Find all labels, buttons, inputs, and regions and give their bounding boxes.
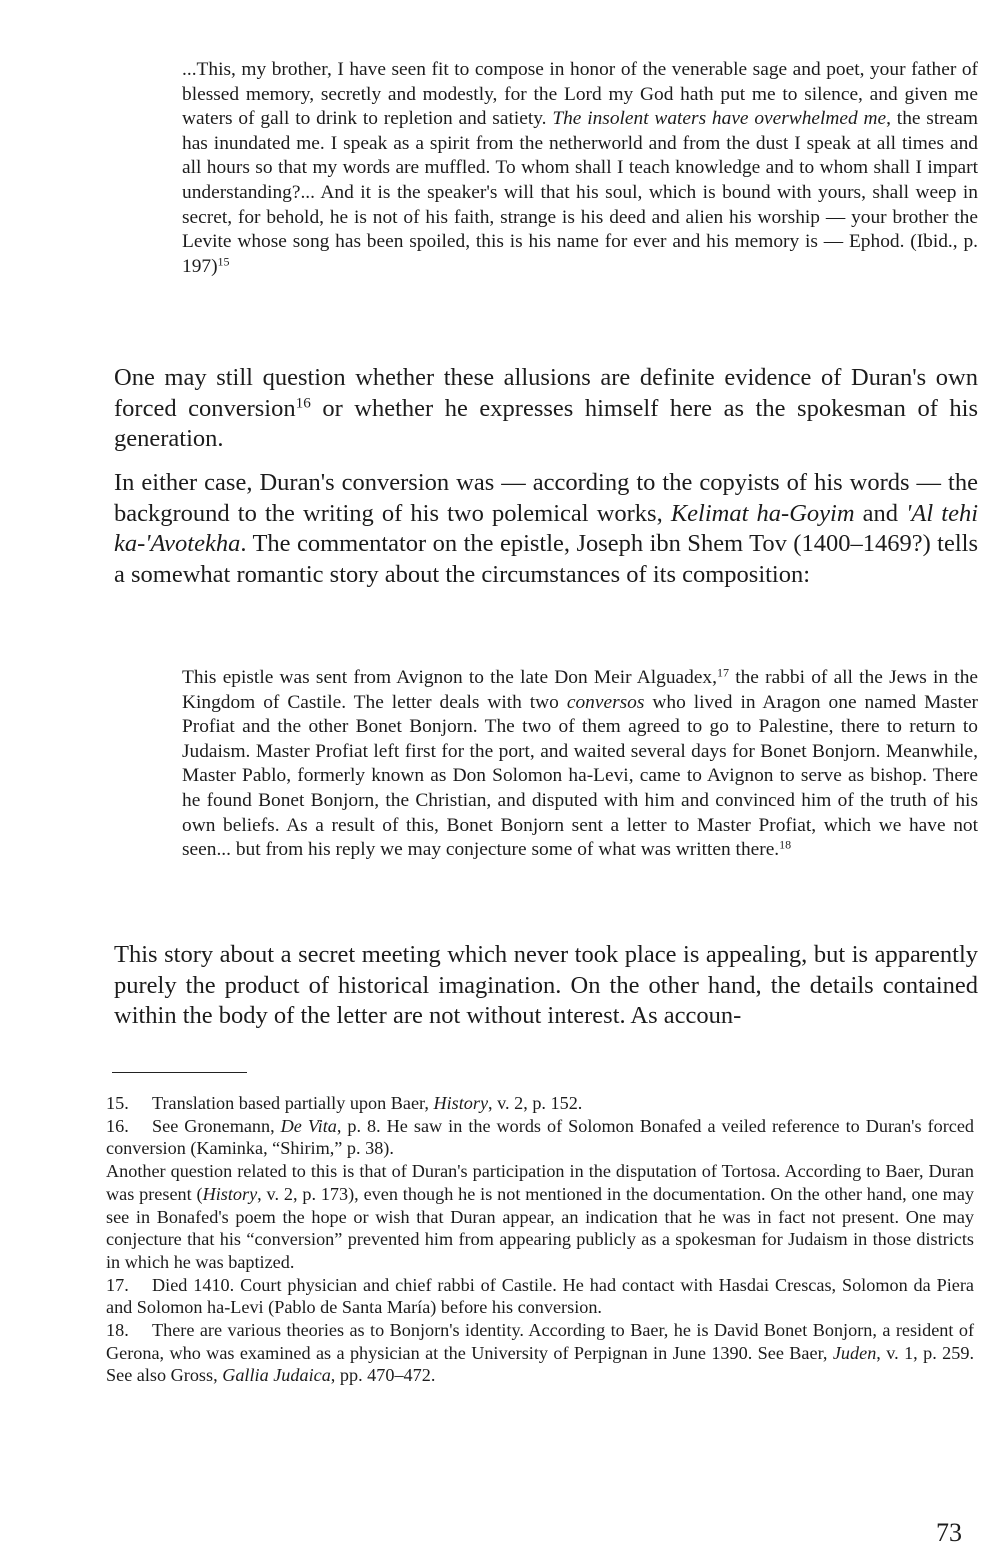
footnote-17: 17. Died 1410. Court physician and chief rabbi of Castile. He had contact with Hasdai Crescas, Solomon da Piera and Solomon ha-Levi (Pablo de Santa María) before his conversion. bbox=[106, 1274, 974, 1318]
block-quote-ibn-shem-tov: This epistle was sent from Avignon to the late Don Meir Alguadex,$^{17}$ the rabbi of all the Jews in the Kingdom of Castile. The letter deals with two conversos who lived in Aragon one named Master Profiat and the other Bonet Bonjorn. The two of them agreed to go to Palestine, there to return to Judaism. Master Profiat left first for the port, and waited several days for Bonet Bonjorn. Meanwhile, Master Pablo, formerly known as Don Solomon ha-Levi, came to Avignon to serve as bishop. There he found Bonet Bonjorn, the Christian, and disputed with him and convinced him of the truth of his own beliefs. As a result of this, Bonet Bonjorn sent a letter to Master Profiat, which we have not seen... but from his reply we may conjecture some of what was written there.$^{18}$ bbox=[182, 665, 979, 861]
footnote-15: 15. Translation based partially upon Baer, History, v. 2, p. 152. bbox=[106, 1093, 583, 1113]
footnote-18: 18. There are various theories as to Bonjorn's identity. According to Baer, he is David Bonet Bonjorn, a resident of Gerona, who was examined as a physician at the University of Perpignan in June 1390. See Baer, Juden, v. 1, p. 259. See also Gross, Gallia Judaica, pp. 470–472. bbox=[106, 1320, 974, 1386]
block-quote-bonafed bbox=[182, 58, 978, 279]
body-paragraph-3: This story about a secret meeting which never took place is appealing, but is apparently purely the product of historical imagination. On the other hand, the details contained within the body of the letter are not without interest. As accoun- bbox=[114, 941, 978, 1029]
footnote-ref-16: 16 bbox=[295, 394, 311, 412]
page-number: 73 bbox=[936, 1518, 962, 1547]
italic-conversos: conversos bbox=[566, 691, 645, 713]
body-paragraph-2: In either case, Duran's conversion was — according to the copyists of his words — the background to the writing of his two polemical works, Kelimat ha-Goyim and 'Al tehi ka-'Avotekha. The commentator on the epistle, Joseph ibn Shem Tov (1400–1469?) tells a somewhat romantic story about the circumstances of its composition: bbox=[114, 469, 979, 588]
footnote-ref-17: 17 bbox=[716, 665, 729, 680]
footnotes bbox=[106, 1092, 974, 1387]
footnote-ref-18: 18 bbox=[779, 837, 792, 852]
quote-italic-phrase: The insolent waters have overwhelmed me bbox=[552, 108, 887, 130]
body-paragraph-1: One may still question whether these allusions are definite evidence of Duran's own forced conversion$^{16}$ or whether he expresses himself here as the spokesman of his generation. bbox=[114, 364, 978, 452]
footnote-16: 16. See Gronemann, De Vita, p. 8. He saw in the words of Solomon Bonafed a veiled reference to Duran's forced conversion (Kaminka, “Shirim,” p. 38). bbox=[106, 1115, 974, 1159]
footnote-divider bbox=[112, 1072, 247, 1073]
title-kelimat-ha-goyim: Kelimat ha-Goyim bbox=[670, 499, 855, 527]
footnote-16-continued: Another question related to this is that of Duran's participation in the disputation of Tortosa. According to Baer, Duran was present (History, v. 2, p. 173), even though he is not mentioned in the documentation. On the other hand, one may see in Bonafed's poem the hope or wish that Duran appear, an indication that he was in fact not present. One may conjecture that his “conversion” prevented him from appearing publicly as a spokesman for Judaism in those districts in which he was baptized. bbox=[106, 1161, 974, 1272]
title-al-tehi: 'Al tehi ka-'Avotekha bbox=[114, 499, 979, 557]
quote-paragraph: ...This, my brother, I have seen fit to compose in honor of the venerable sage and poet, your father of blessed memory, secretly and modestly, for the Lord my God hath put me to silence, and given me waters of gall to drink to repletion and satiety. The insolent waters have overwhelmed me, the stream has inundated me. I speak as a spirit from the netherworld and from the dust I speak at all times and all hours so that my words are muffled. To whom shall I teach knowledge and to whom shall I impart understanding?... And it is the speaker's will that his soul, which is bound with yours, shall weep in secret, for behold, he is not of his faith, strange is his deed and alien his worship — your brother the Levite whose song has been spoiled, this is his name for ever and his memory is — Ephod. (Ibid., p. 197)$^{15}$ bbox=[182, 59, 978, 277]
footnote-ref-15: 15 bbox=[217, 254, 230, 269]
